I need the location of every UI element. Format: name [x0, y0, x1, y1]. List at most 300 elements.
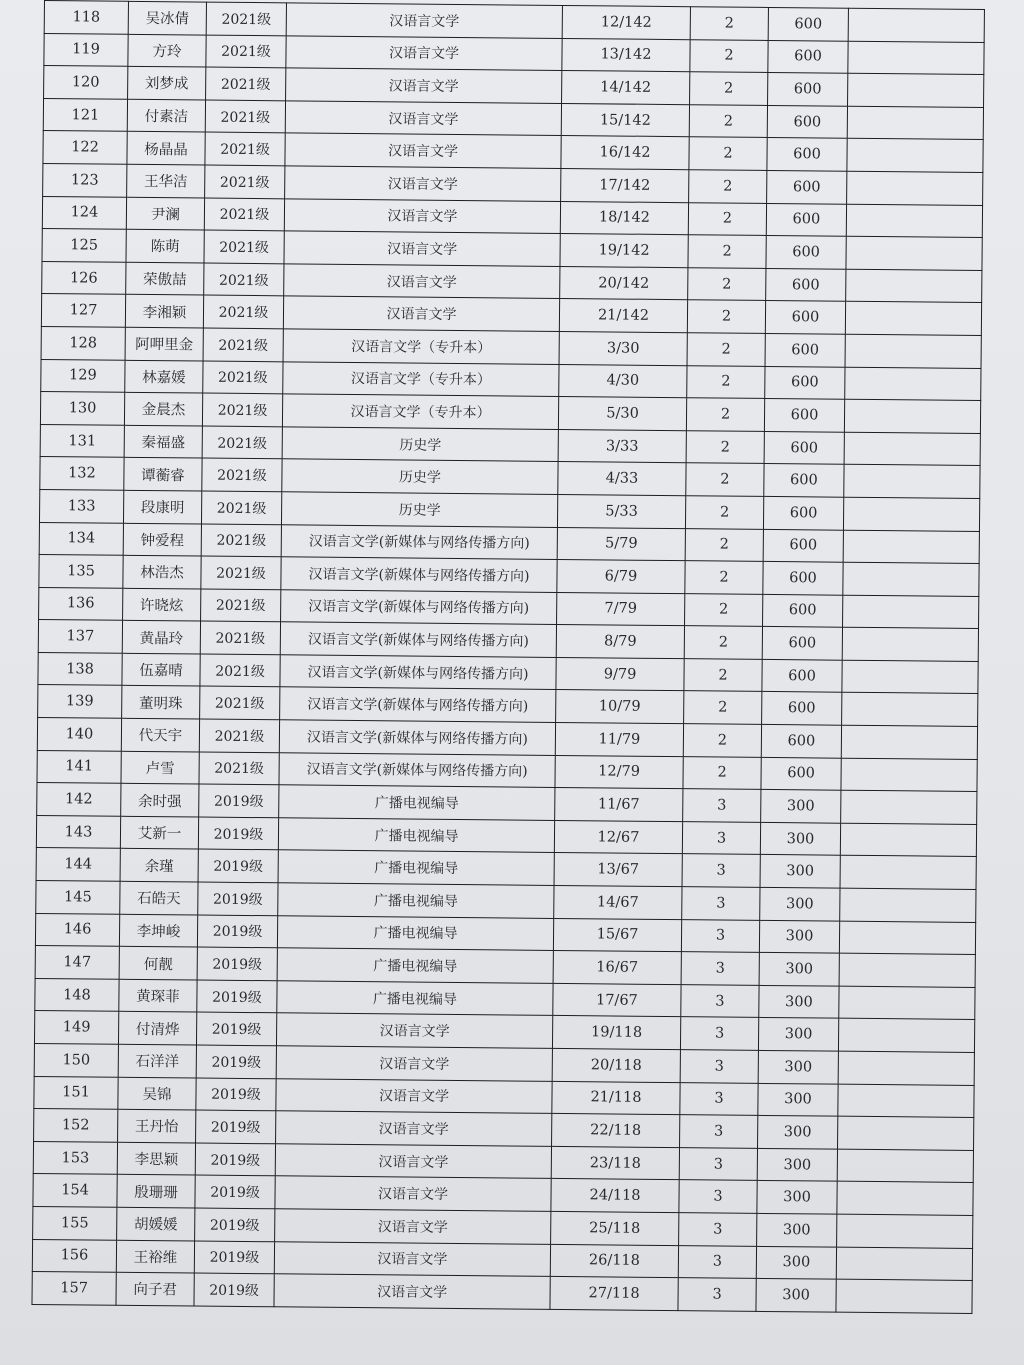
grade-cell: 2021级 — [205, 100, 285, 133]
level-cell: 3 — [682, 887, 760, 920]
remarks-cell — [845, 334, 981, 368]
amount-cell: 300 — [757, 1213, 837, 1246]
grade-cell: 2019级 — [197, 915, 277, 948]
grade-cell: 2021级 — [206, 67, 286, 100]
amount-cell: 600 — [763, 594, 843, 627]
amount-cell: 600 — [764, 399, 844, 432]
row-number-cell: 133 — [39, 489, 123, 522]
amount-cell: 300 — [756, 1279, 836, 1312]
rank-cell: 12/67 — [554, 820, 682, 854]
remarks-cell — [839, 921, 975, 955]
level-cell: 3 — [679, 1213, 757, 1246]
level-cell: 2 — [686, 430, 764, 463]
student-name-cell: 何靓 — [119, 946, 197, 979]
amount-cell: 600 — [761, 724, 841, 757]
major-cell: 汉语言文学 — [285, 166, 561, 201]
row-number-cell: 150 — [34, 1043, 118, 1076]
student-name-cell: 李湘颖 — [125, 295, 203, 328]
student-name-cell: 付清烨 — [118, 1012, 196, 1045]
grade-cell: 2021级 — [203, 295, 283, 328]
student-name-cell: 刘梦成 — [128, 66, 206, 99]
amount-cell: 600 — [763, 562, 843, 595]
amount-cell: 600 — [767, 138, 847, 171]
rank-cell: 3/30 — [559, 331, 687, 365]
grade-cell: 2019级 — [197, 947, 277, 980]
remarks-cell — [841, 758, 977, 792]
rank-cell: 19/142 — [560, 234, 688, 268]
level-cell: 3 — [680, 1082, 758, 1115]
student-name-cell: 谭蘅睿 — [124, 458, 202, 491]
row-number-cell: 155 — [33, 1206, 117, 1239]
row-number-cell: 138 — [38, 652, 122, 685]
rank-cell: 24/118 — [551, 1179, 679, 1213]
major-cell: 汉语言文学 — [275, 1209, 551, 1244]
level-cell: 3 — [679, 1147, 757, 1180]
major-cell: 汉语言文学 — [276, 1046, 552, 1081]
grade-cell: 2021级 — [206, 35, 286, 68]
student-name-cell: 荣傲喆 — [126, 262, 204, 295]
major-cell: 汉语言文学(新媒体与网络传播方向) — [279, 752, 555, 787]
major-cell: 汉语言文学(新媒体与网络传播方向) — [279, 720, 555, 755]
rank-cell: 14/67 — [554, 885, 682, 919]
remarks-cell — [843, 562, 979, 596]
grade-cell: 2019级 — [196, 1078, 276, 1111]
level-cell: 3 — [682, 822, 760, 855]
student-name-cell: 艾新一 — [120, 816, 198, 849]
rank-cell: 16/67 — [553, 951, 681, 985]
grade-cell: 2021级 — [199, 752, 279, 785]
grade-cell: 2021级 — [203, 361, 283, 394]
amount-cell: 600 — [764, 431, 844, 464]
grade-cell: 2019级 — [195, 1208, 275, 1241]
level-cell: 3 — [681, 984, 759, 1017]
remarks-cell — [848, 73, 984, 107]
row-number-cell: 151 — [34, 1076, 118, 1109]
rank-cell: 21/142 — [559, 299, 687, 333]
major-cell: 汉语言文学 — [283, 296, 559, 331]
level-cell: 2 — [684, 659, 762, 692]
amount-cell: 600 — [766, 203, 846, 236]
major-cell: 汉语言文学 — [284, 264, 560, 299]
row-number-cell: 132 — [40, 457, 124, 490]
remarks-cell — [842, 660, 978, 694]
row-number-cell: 152 — [34, 1109, 118, 1142]
row-number-cell: 144 — [36, 848, 120, 881]
major-cell: 汉语言文学 — [285, 133, 561, 168]
major-cell: 汉语言文学 — [276, 1013, 552, 1048]
grade-cell: 2021级 — [201, 491, 281, 524]
remarks-cell — [846, 236, 982, 270]
remarks-cell — [847, 139, 983, 173]
row-number-cell: 146 — [35, 913, 119, 946]
rank-cell: 23/118 — [551, 1146, 679, 1180]
level-cell: 3 — [680, 1017, 758, 1050]
amount-cell: 600 — [768, 73, 848, 106]
rank-cell: 12/79 — [555, 755, 683, 789]
remarks-cell — [847, 171, 983, 205]
remarks-cell — [840, 823, 976, 857]
remarks-cell — [848, 8, 984, 42]
rank-cell: 21/118 — [552, 1081, 680, 1115]
major-cell: 广播电视编导 — [279, 785, 555, 820]
student-name-cell: 殷珊珊 — [117, 1175, 195, 1208]
amount-cell: 300 — [760, 887, 840, 920]
student-name-cell: 石皓天 — [120, 881, 198, 914]
level-cell: 2 — [688, 267, 766, 300]
remarks-cell — [842, 627, 978, 661]
row-number-cell: 141 — [37, 750, 121, 783]
student-name-cell: 王裕维 — [116, 1240, 194, 1273]
amount-cell: 600 — [767, 170, 847, 203]
rank-cell: 11/79 — [555, 723, 683, 757]
student-name-cell: 杨晶晶 — [127, 132, 205, 165]
row-number-cell: 140 — [37, 718, 121, 751]
major-cell: 汉语言文学 — [276, 1078, 552, 1113]
student-name-cell: 林嘉媛 — [125, 360, 203, 393]
level-cell: 2 — [685, 528, 763, 561]
major-cell: 汉语言文学（专升本） — [283, 329, 559, 364]
level-cell: 3 — [680, 1050, 758, 1083]
rank-cell: 12/142 — [562, 5, 690, 39]
amount-cell: 300 — [760, 822, 840, 855]
remarks-cell — [845, 367, 981, 401]
grade-cell: 2019级 — [196, 1012, 276, 1045]
amount-cell: 600 — [767, 105, 847, 138]
rank-cell: 3/33 — [558, 429, 686, 463]
level-cell: 3 — [682, 854, 760, 887]
student-name-cell: 方玲 — [128, 34, 206, 67]
major-cell: 广播电视编导 — [277, 915, 553, 950]
level-cell: 2 — [690, 72, 768, 105]
major-cell: 历史学 — [282, 459, 558, 494]
row-number-cell: 126 — [42, 261, 126, 294]
grade-cell: 2019级 — [195, 1175, 275, 1208]
rank-cell: 20/142 — [560, 266, 688, 300]
rank-cell: 26/118 — [550, 1244, 678, 1278]
scholarship-table — [31, 0, 984, 1314]
student-name-cell: 向子君 — [116, 1272, 194, 1305]
rank-cell: 9/79 — [556, 657, 684, 691]
student-name-cell: 余时强 — [121, 784, 199, 817]
row-number-cell: 122 — [43, 131, 127, 164]
student-name-cell: 阿呷里金 — [125, 327, 203, 360]
remarks-cell — [847, 106, 983, 140]
grade-cell: 2021级 — [202, 393, 282, 426]
rank-cell: 10/79 — [556, 690, 684, 724]
amount-cell: 300 — [760, 855, 840, 888]
level-cell: 2 — [684, 691, 762, 724]
rank-cell: 25/118 — [551, 1211, 679, 1245]
major-cell: 广播电视编导 — [278, 850, 554, 885]
grade-cell: 2019级 — [196, 1110, 276, 1143]
level-cell: 2 — [687, 365, 765, 398]
student-name-cell: 李坤峻 — [119, 914, 197, 947]
major-cell: 广播电视编导 — [278, 818, 554, 853]
amount-cell: 600 — [763, 529, 843, 562]
amount-cell: 600 — [763, 496, 843, 529]
grade-cell: 2019级 — [197, 980, 277, 1013]
rank-cell: 7/79 — [557, 592, 685, 626]
grade-cell: 2021级 — [202, 458, 282, 491]
student-name-cell: 王华洁 — [127, 164, 205, 197]
major-cell: 汉语言文学 — [286, 68, 562, 103]
major-cell: 广播电视编导 — [277, 981, 553, 1016]
level-cell: 2 — [687, 300, 765, 333]
row-number-cell: 123 — [43, 163, 127, 196]
level-cell: 2 — [686, 398, 764, 431]
amount-cell: 300 — [757, 1148, 837, 1181]
level-cell: 2 — [683, 724, 761, 757]
remarks-cell — [838, 1116, 974, 1150]
major-cell: 汉语言文学(新媒体与网络传播方向) — [281, 557, 557, 592]
row-number-cell: 147 — [35, 946, 119, 979]
student-name-cell: 吴锦 — [118, 1077, 196, 1110]
row-number-cell: 128 — [41, 326, 125, 359]
row-number-cell: 120 — [44, 66, 128, 99]
level-cell: 2 — [690, 39, 768, 72]
grade-cell: 2021级 — [200, 621, 280, 654]
major-cell: 历史学 — [281, 492, 557, 527]
row-number-cell: 125 — [42, 229, 126, 262]
amount-cell: 600 — [765, 366, 845, 399]
row-number-cell: 149 — [34, 1011, 118, 1044]
amount-cell: 600 — [766, 236, 846, 269]
remarks-cell — [843, 530, 979, 564]
amount-cell: 300 — [758, 1018, 838, 1051]
level-cell: 2 — [685, 561, 763, 594]
table-body — [32, 1, 984, 1314]
remarks-cell — [844, 465, 980, 499]
grade-cell: 2021级 — [200, 686, 280, 719]
grade-cell: 2021级 — [201, 524, 281, 557]
student-name-cell: 段康明 — [123, 490, 201, 523]
student-name-cell: 秦福盛 — [124, 425, 202, 458]
remarks-cell — [839, 986, 975, 1020]
row-number-cell: 137 — [38, 620, 122, 653]
amount-cell: 600 — [768, 7, 848, 40]
grade-cell: 2019级 — [198, 817, 278, 850]
remarks-cell — [842, 693, 978, 727]
remarks-cell — [844, 432, 980, 466]
grade-cell: 2021级 — [199, 719, 279, 752]
amount-cell: 600 — [766, 268, 846, 301]
level-cell: 2 — [689, 170, 767, 203]
rank-cell: 8/79 — [556, 625, 684, 659]
grade-cell: 2019级 — [196, 1045, 276, 1078]
major-cell: 汉语言文学 — [286, 35, 562, 70]
student-name-cell: 胡媛媛 — [117, 1207, 195, 1240]
grade-cell: 2021级 — [201, 589, 281, 622]
rank-cell: 4/33 — [558, 462, 686, 496]
amount-cell: 300 — [761, 790, 841, 823]
level-cell: 2 — [688, 202, 766, 235]
student-name-cell: 卢雪 — [121, 751, 199, 784]
level-cell: 3 — [678, 1245, 756, 1278]
grade-cell: 2021级 — [204, 230, 284, 263]
remarks-cell — [845, 302, 981, 336]
major-cell: 汉语言文学(新媒体与网络传播方向) — [280, 655, 556, 690]
major-cell: 汉语言文学 — [285, 101, 561, 136]
amount-cell: 300 — [758, 1050, 838, 1083]
row-number-cell: 129 — [41, 359, 125, 392]
row-number-cell: 142 — [37, 783, 121, 816]
major-cell: 广播电视编导 — [278, 883, 554, 918]
row-number-cell: 135 — [39, 555, 123, 588]
row-number-cell: 136 — [39, 587, 123, 620]
amount-cell: 300 — [759, 985, 839, 1018]
rank-cell: 15/67 — [553, 918, 681, 952]
rank-cell: 14/142 — [562, 71, 690, 105]
amount-cell: 600 — [762, 627, 842, 660]
grade-cell: 2019级 — [198, 849, 278, 882]
amount-cell: 300 — [759, 920, 839, 953]
student-name-cell: 尹澜 — [126, 197, 204, 230]
remarks-cell — [836, 1279, 972, 1313]
grade-cell: 2021级 — [204, 263, 284, 296]
row-number-cell: 124 — [42, 196, 126, 229]
remarks-cell — [841, 790, 977, 824]
remarks-cell — [838, 1084, 974, 1118]
major-cell: 汉语言文学(新媒体与网络传播方向) — [281, 524, 557, 559]
student-name-cell: 陈萌 — [126, 229, 204, 262]
grade-cell: 2021级 — [203, 328, 283, 361]
level-cell: 2 — [688, 235, 766, 268]
student-name-cell: 许晓炫 — [123, 588, 201, 621]
rank-cell: 17/142 — [561, 168, 689, 202]
level-cell: 2 — [687, 333, 765, 366]
rank-cell: 22/118 — [552, 1114, 680, 1148]
row-number-cell: 153 — [33, 1141, 117, 1174]
grade-cell: 2021级 — [202, 426, 282, 459]
amount-cell: 600 — [765, 333, 845, 366]
row-number-cell: 118 — [44, 1, 128, 34]
level-cell: 3 — [680, 1115, 758, 1148]
amount-cell: 600 — [768, 40, 848, 73]
rank-cell: 4/30 — [559, 364, 687, 398]
remarks-cell — [846, 269, 982, 303]
remarks-cell — [839, 953, 975, 987]
remarks-cell — [843, 595, 979, 629]
major-cell: 汉语言文学 — [276, 1111, 552, 1146]
rank-cell: 18/142 — [560, 201, 688, 235]
row-number-cell: 119 — [44, 33, 128, 66]
major-cell: 汉语言文学 — [275, 1176, 551, 1211]
remarks-cell — [840, 888, 976, 922]
major-cell: 历史学 — [282, 427, 558, 462]
row-number-cell: 139 — [38, 685, 122, 718]
remarks-cell — [836, 1247, 972, 1281]
major-cell: 汉语言文学 — [286, 3, 562, 38]
student-name-cell: 董明珠 — [122, 686, 200, 719]
major-cell: 汉语言文学 — [274, 1274, 550, 1309]
student-name-cell: 石洋洋 — [118, 1044, 196, 1077]
rank-cell: 5/30 — [558, 397, 686, 431]
level-cell: 2 — [683, 756, 761, 789]
grade-cell: 2021级 — [206, 2, 286, 35]
level-cell: 3 — [679, 1180, 757, 1213]
row-number-cell: 134 — [39, 522, 123, 555]
level-cell: 2 — [690, 7, 768, 40]
rank-cell: 5/79 — [557, 527, 685, 561]
rank-cell: 20/118 — [552, 1048, 680, 1082]
level-cell: 2 — [686, 463, 764, 496]
grade-cell: 2021级 — [205, 132, 285, 165]
student-name-cell: 李思颖 — [117, 1142, 195, 1175]
amount-cell: 300 — [756, 1246, 836, 1279]
student-name-cell: 林浩杰 — [123, 555, 201, 588]
remarks-cell — [838, 1051, 974, 1085]
student-name-cell: 金晨杰 — [124, 392, 202, 425]
student-name-cell: 余瑾 — [120, 849, 198, 882]
grade-cell: 2021级 — [205, 165, 285, 198]
grade-cell: 2019级 — [194, 1241, 274, 1274]
level-cell: 2 — [684, 626, 762, 659]
level-cell: 2 — [689, 137, 767, 170]
amount-cell: 300 — [758, 1083, 838, 1116]
major-cell: 汉语言文学 — [274, 1241, 550, 1276]
remarks-cell — [840, 856, 976, 890]
student-name-cell: 代天宇 — [121, 718, 199, 751]
level-cell: 2 — [689, 104, 767, 137]
row-number-cell: 157 — [32, 1272, 116, 1305]
amount-cell: 300 — [758, 1116, 838, 1149]
rank-cell: 13/142 — [562, 38, 690, 72]
major-cell: 汉语言文学 — [275, 1144, 551, 1179]
remarks-cell — [838, 1019, 974, 1053]
remarks-cell — [848, 41, 984, 75]
document-sheet — [31, 0, 983, 1314]
row-number-cell: 130 — [40, 392, 124, 425]
row-number-cell: 145 — [36, 880, 120, 913]
grade-cell: 2021级 — [204, 198, 284, 231]
remarks-cell — [843, 497, 979, 531]
student-name-cell: 吴冰倩 — [128, 1, 206, 34]
row-number-cell: 127 — [41, 294, 125, 327]
rank-cell: 27/118 — [550, 1277, 678, 1311]
student-name-cell: 王丹怡 — [118, 1109, 196, 1142]
row-number-cell: 143 — [36, 815, 120, 848]
row-number-cell: 156 — [32, 1239, 116, 1272]
level-cell: 2 — [685, 593, 763, 626]
rank-cell: 17/67 — [553, 983, 681, 1017]
row-number-cell: 154 — [33, 1174, 117, 1207]
rank-cell: 5/33 — [557, 494, 685, 528]
student-name-cell: 伍嘉晴 — [122, 653, 200, 686]
major-cell: 汉语言文学（专升本） — [283, 361, 559, 396]
major-cell: 汉语言文学(新媒体与网络传播方向) — [281, 589, 557, 624]
major-cell: 广播电视编导 — [277, 948, 553, 983]
amount-cell: 600 — [761, 757, 841, 790]
row-number-cell: 131 — [40, 424, 124, 457]
amount-cell: 300 — [759, 953, 839, 986]
remarks-cell — [844, 399, 980, 433]
level-cell: 3 — [683, 789, 761, 822]
level-cell: 3 — [681, 952, 759, 985]
rank-cell: 13/67 — [554, 853, 682, 887]
amount-cell: 600 — [764, 464, 844, 497]
amount-cell: 600 — [762, 659, 842, 692]
grade-cell: 2019级 — [195, 1143, 275, 1176]
grade-cell: 2019级 — [199, 784, 279, 817]
major-cell: 汉语言文学 — [284, 198, 560, 233]
row-number-cell: 121 — [43, 98, 127, 131]
rank-cell: 6/79 — [557, 560, 685, 594]
rank-cell: 11/67 — [555, 788, 683, 822]
student-name-cell: 钟爱程 — [123, 523, 201, 556]
grade-cell: 2021级 — [200, 654, 280, 687]
grade-cell: 2019级 — [194, 1273, 274, 1306]
grade-cell: 2021级 — [201, 556, 281, 589]
